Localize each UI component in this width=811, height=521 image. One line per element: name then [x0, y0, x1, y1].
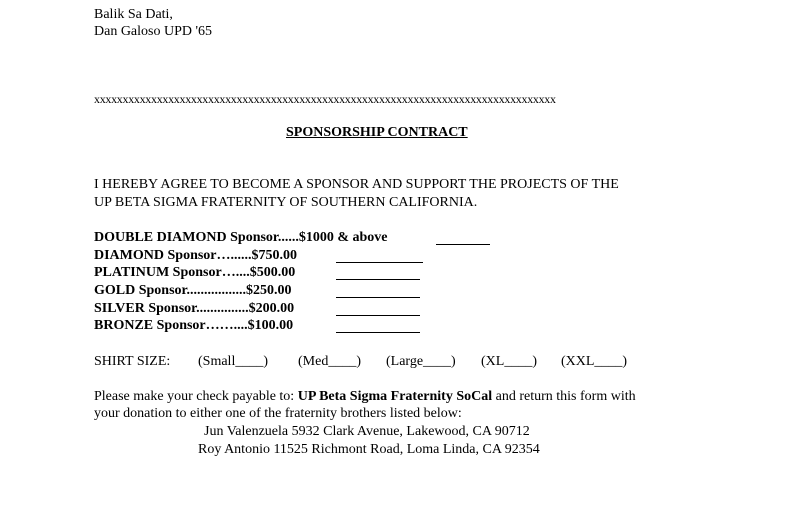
sponsor-tier-label: BRONZE Sponsor……....$100.00: [94, 318, 294, 333]
sponsor-tier-gold: [94, 282, 514, 299]
contact-address-1: Jun Valenzuela 5932 Clark Avenue, Lakewood, CA 90712: [204, 424, 530, 439]
greeting-line-2: Dan Galoso UPD '65: [94, 24, 213, 39]
shirt-size-xxl[interactable]: (XXL____): [561, 354, 628, 369]
shirt-size-label: SHIRT SIZE:: [94, 354, 171, 369]
sponsor-signature-blank[interactable]: [336, 250, 423, 263]
sponsor-tier-label: PLATINUM Sponsor…....$500.00: [94, 265, 296, 280]
payment-instructions-line-2: your donation to either one of the fraternity brothers listed below:: [94, 406, 462, 421]
agreement-line-2: UP BETA SIGMA FRATERNITY OF SOUTHERN CALIFORNIA.: [94, 195, 478, 210]
sponsor-tier-double-diamond: [94, 229, 514, 246]
shirt-size-xl[interactable]: (XL____): [481, 354, 537, 369]
shirt-size-large[interactable]: (Large____): [386, 354, 456, 369]
sponsor-signature-blank[interactable]: [336, 285, 420, 298]
sponsor-tier-platinum: [94, 264, 514, 281]
contract-title: SPONSORSHIP CONTRACT: [286, 125, 468, 140]
payee-name: UP Beta Sigma Fraternity SoCal: [297, 389, 493, 404]
payment-prefix: Please make your check payable to:: [94, 389, 298, 404]
sponsor-tier-label: DOUBLE DIAMOND Sponsor......$1000 & above: [94, 230, 388, 245]
sponsor-tier-bronze: [94, 317, 514, 334]
sponsor-tier-diamond: [94, 247, 514, 264]
contact-address-2: Roy Antonio 11525 Richmont Road, Loma Linda, CA 92354: [198, 442, 540, 457]
separator-line: xxxxxxxxxxxxxxxxxxxxxxxxxxxxxxxxxxxxxxxxxxxxxxxxxxxxxxxxxxxxxxxxxxxxxxxxxxxxxxxxx: [94, 92, 556, 106]
shirt-size-small[interactable]: (Small____): [198, 354, 268, 369]
sponsor-tier-label: GOLD Sponsor.................$250.00: [94, 283, 292, 298]
sponsor-tier-label: DIAMOND Sponsor…......$750.00: [94, 248, 298, 263]
payment-suffix: and return this form with: [492, 389, 636, 404]
shirt-size-med[interactable]: (Med____): [298, 354, 361, 369]
payment-instructions-line-1: [94, 388, 636, 405]
sponsor-tier-silver: [94, 300, 514, 317]
sponsor-signature-blank[interactable]: [336, 320, 420, 333]
sponsor-signature-blank[interactable]: [436, 232, 490, 245]
greeting-line-1: Balik Sa Dati,: [94, 7, 173, 22]
sponsor-tier-label: SILVER Sponsor...............$200.00: [94, 301, 295, 316]
sponsor-signature-blank[interactable]: [336, 303, 420, 316]
agreement-line-1: I HEREBY AGREE TO BECOME A SPONSOR AND SUPPORT THE PROJECTS OF THE: [94, 177, 619, 192]
sponsor-signature-blank[interactable]: [336, 267, 420, 280]
